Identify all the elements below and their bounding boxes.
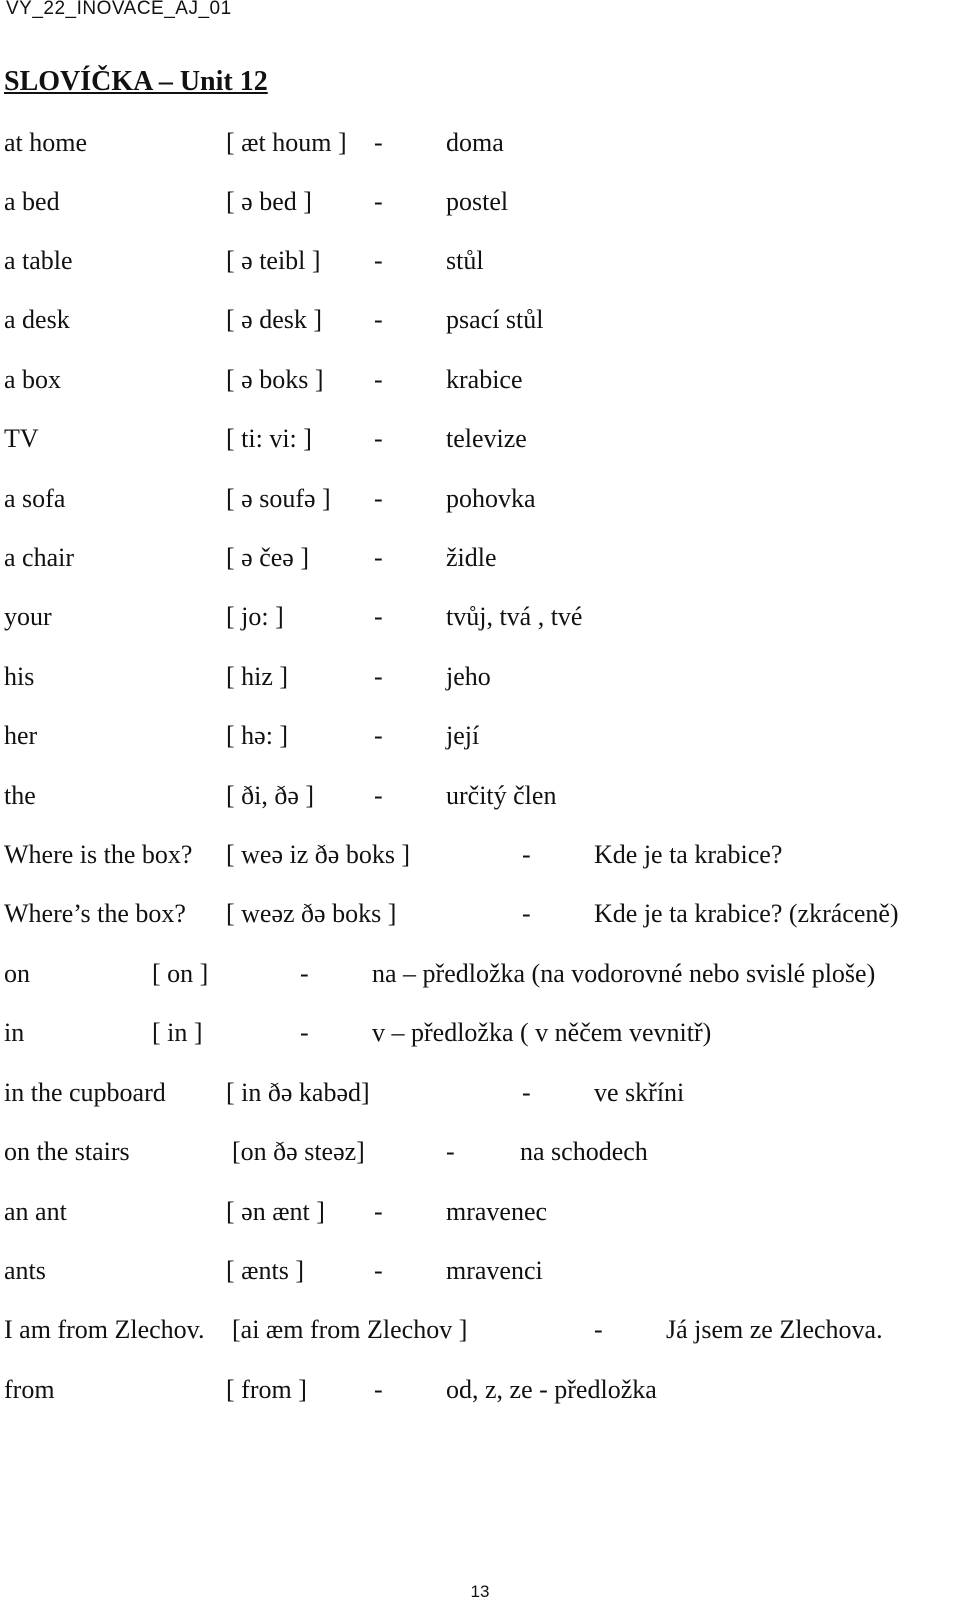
pronunciation: [ ə bed ] (226, 187, 312, 216)
pronunciation: [ in ðə kabəd] (226, 1078, 370, 1107)
separator-dash: - (374, 781, 383, 810)
vocab-row (0, 1078, 960, 1114)
separator-dash: - (374, 128, 383, 157)
english-term: from (4, 1375, 55, 1404)
separator-dash: - (300, 959, 309, 988)
english-term: a table (4, 246, 73, 275)
english-term: in (4, 1018, 25, 1047)
english-term: on the stairs (4, 1137, 130, 1166)
document-header-code: VY_22_INOVACE_AJ_01 (6, 0, 232, 19)
pronunciation: [ on ] (152, 959, 209, 988)
czech-translation: v – předložka ( v něčem vevnitř) (372, 1018, 712, 1047)
vocab-row (0, 781, 960, 817)
pronunciation: [ hiz ] (226, 662, 289, 691)
czech-translation: ve skříni (594, 1078, 685, 1107)
page-title: SLOVÍČKA – Unit 12 (4, 66, 268, 97)
vocab-row (0, 1018, 960, 1054)
english-term: her (4, 721, 38, 750)
pronunciation: [ hə: ] (226, 721, 289, 750)
english-term: in the cupboard (4, 1078, 166, 1107)
separator-dash: - (374, 424, 383, 453)
vocab-row (0, 128, 960, 164)
vocab-row (0, 1137, 960, 1173)
english-term: Where is the box? (4, 840, 193, 869)
separator-dash: - (374, 602, 383, 631)
pronunciation: [ jo: ] (226, 602, 284, 631)
english-term: the (4, 781, 36, 810)
english-term: a bed (4, 187, 60, 216)
separator-dash: - (374, 543, 383, 572)
vocab-row (0, 662, 960, 698)
vocab-row (0, 1375, 960, 1411)
pronunciation: [ weəz ðə boks ] (226, 899, 397, 928)
czech-translation: stůl (446, 246, 484, 275)
pronunciation: [ æt houm ] (226, 128, 347, 157)
pronunciation: [ ə čeə ] (226, 543, 309, 572)
vocab-row (0, 424, 960, 460)
separator-dash: - (522, 899, 531, 928)
separator-dash: - (300, 1018, 309, 1047)
english-term: a box (4, 365, 62, 394)
czech-translation: Kde je ta krabice? (zkráceně) (594, 899, 899, 928)
english-term: I am from Zlechov. (4, 1315, 205, 1344)
page-number: 13 (470, 1582, 490, 1601)
english-term: ants (4, 1256, 46, 1285)
english-term: a sofa (4, 484, 66, 513)
czech-translation: mravenci (446, 1256, 543, 1285)
separator-dash: - (374, 662, 383, 691)
czech-translation: krabice (446, 365, 523, 394)
vocab-row (0, 246, 960, 282)
vocab-row (0, 365, 960, 401)
pronunciation: [ ə soufə ] (226, 484, 331, 513)
vocab-row (0, 721, 960, 757)
czech-translation: televize (446, 424, 527, 453)
english-term: a chair (4, 543, 75, 572)
separator-dash: - (374, 246, 383, 275)
separator-dash: - (522, 840, 531, 869)
pronunciation: [ ə boks ] (226, 365, 324, 394)
vocab-row (0, 1315, 960, 1351)
pronunciation: [ ti: vi: ] (226, 424, 312, 453)
separator-dash: - (374, 305, 383, 334)
pronunciation: [ in ] (152, 1018, 203, 1047)
english-term: his (4, 662, 35, 691)
english-term: your (4, 602, 52, 631)
vocab-row (0, 602, 960, 638)
czech-translation: mravenec (446, 1197, 548, 1226)
pronunciation: [ ən ænt ] (226, 1197, 325, 1226)
english-term: on (4, 959, 30, 988)
czech-translation: její (446, 721, 480, 750)
vocab-row (0, 899, 960, 935)
english-term: a desk (4, 305, 70, 334)
pronunciation: [ ænts ] (226, 1256, 304, 1285)
pronunciation: [ weə iz ðə boks ] (226, 840, 411, 869)
separator-dash: - (594, 1315, 603, 1344)
vocab-row (0, 187, 960, 223)
separator-dash: - (374, 484, 383, 513)
czech-translation: Já jsem ze Zlechova. (666, 1315, 883, 1344)
czech-translation: Kde je ta krabice? (594, 840, 783, 869)
pronunciation: [ ə teibl ] (226, 246, 321, 275)
pronunciation: [ai æm from Zlechov ] (232, 1315, 468, 1344)
czech-translation: tvůj, tvá , tvé (446, 602, 583, 631)
separator-dash: - (446, 1137, 455, 1166)
english-term: at home (4, 128, 88, 157)
vocab-row (0, 840, 960, 876)
pronunciation: [ from ] (226, 1375, 307, 1404)
vocab-row (0, 1256, 960, 1292)
czech-translation: doma (446, 128, 504, 157)
pronunciation: [ ði, ðə ] (226, 781, 315, 810)
separator-dash: - (374, 365, 383, 394)
czech-translation: jeho (446, 662, 491, 691)
czech-translation: na – předložka (na vodorovné nebo svislé ploše) (372, 959, 876, 988)
czech-translation: na schodech (520, 1137, 648, 1166)
separator-dash: - (522, 1078, 531, 1107)
vocab-row (0, 484, 960, 520)
czech-translation: postel (446, 187, 509, 216)
czech-translation: pohovka (446, 484, 536, 513)
separator-dash: - (374, 187, 383, 216)
pronunciation: [ ə desk ] (226, 305, 323, 334)
english-term: Where’s the box? (4, 899, 186, 928)
czech-translation: od, z, ze - předložka (446, 1375, 657, 1404)
pronunciation: [on ðə steəz] (232, 1137, 365, 1166)
separator-dash: - (374, 1375, 383, 1404)
vocab-row (0, 543, 960, 579)
czech-translation: židle (446, 543, 497, 572)
separator-dash: - (374, 1256, 383, 1285)
separator-dash: - (374, 1197, 383, 1226)
vocab-row (0, 305, 960, 341)
czech-translation: určitý člen (446, 781, 557, 810)
czech-translation: psací stůl (446, 305, 544, 334)
english-term: an ant (4, 1197, 67, 1226)
vocab-row (0, 959, 960, 995)
separator-dash: - (374, 721, 383, 750)
vocab-row (0, 1197, 960, 1233)
english-term: TV (4, 424, 39, 453)
